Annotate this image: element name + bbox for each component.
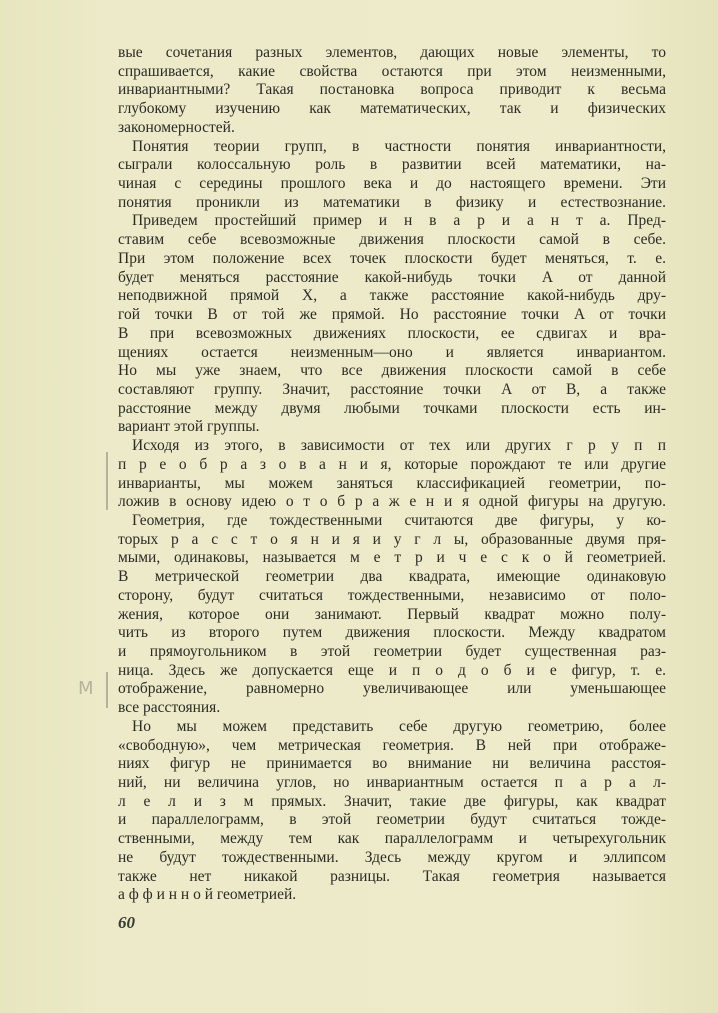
text-line: ставим себе всевозможные движения плоскости самой в себе. bbox=[118, 231, 666, 249]
text-line: ложив в основу идею о т о б р а ж е н и я одной фигуры на другую. bbox=[118, 493, 666, 511]
text-line: будет меняться расстояние какой-нибудь точки A от данной bbox=[118, 268, 666, 286]
text-line: щениях остается неизменным—оно и является инвариантом. bbox=[118, 343, 666, 361]
text-line: вариант этой группы. bbox=[118, 418, 260, 436]
pencil-mark: Μ bbox=[78, 678, 94, 699]
text-line: л е л и з м прямых. Значит, такие две фигуры, как квадрат bbox=[118, 792, 666, 810]
text-line: и параллелограмм, в этой геометрии будут считаться тожде- bbox=[118, 811, 666, 829]
text-line: расстояние между двумя любыми точками плоскости есть ин- bbox=[118, 399, 666, 417]
text-line: B при всевозможных движениях плоскости, ее сдвигах и вра- bbox=[118, 324, 666, 342]
page-number: 60 bbox=[118, 913, 135, 932]
text-line: ница. Здесь же допускается еще и п о д о б и е фигур, т. е. bbox=[118, 661, 666, 679]
text-line: торых р а с с т о я н и я и у г л ы, образованные двумя пря- bbox=[118, 530, 666, 548]
text-line: закономерностей. bbox=[118, 118, 235, 136]
text-line: Исходя из этого, в зависимости от тех или других г р у п п bbox=[132, 437, 666, 455]
text-line: ниях фигур не принимается во внимание ни величина расстоя- bbox=[118, 755, 666, 773]
text-line: неподвижной прямой X, а также расстояние какой-нибудь дру- bbox=[118, 287, 666, 305]
text-line: чить из второго путем движения плоскости. Между квадратом bbox=[118, 624, 666, 642]
text-line: глубокому изучению как математических, так и физических bbox=[118, 100, 666, 118]
text-line: Но мы можем представить себе другую геометрию, более bbox=[132, 717, 666, 735]
text-line: а ф ф и н н о й геометрией. bbox=[118, 886, 297, 904]
text-line: «свободную», чем метрическая геометрия. В ней при отображе- bbox=[118, 736, 666, 754]
text-line: сторону, будут считаться тождественными, независимо от поло- bbox=[118, 586, 666, 604]
text-line: спрашивается, какие свойства остаются при этом неизменными, bbox=[118, 62, 666, 80]
text-line: Но мы уже знаем, что все движения плоскости самой в себе bbox=[118, 362, 666, 380]
text-line: В метрической геометрии два квадрата, имеющие одинаковую bbox=[118, 568, 666, 586]
margin-line-mark bbox=[106, 452, 108, 510]
text-line: гой точки B от той же прямой. Но расстояние точки A от точки bbox=[118, 306, 666, 324]
text-line: Приведем простейший пример и н в а р и а н т а. Пред- bbox=[132, 212, 666, 230]
text-line: инвариантными? Такая постановка вопроса приводит к весьма bbox=[118, 81, 666, 99]
text-line: Понятия теории групп, в частности понятия инвариантности, bbox=[132, 137, 666, 155]
text-line: отображение, равномерно увеличивающее или уменьшающее bbox=[118, 680, 666, 698]
text-line: инварианты, мы можем заняться классификацией геометрии, по- bbox=[118, 474, 666, 492]
text-line: вые сочетания разных элементов, дающих новые элементы, то bbox=[118, 44, 666, 61]
text-line: не будут тождественными. Здесь между кругом и эллипсом bbox=[118, 848, 666, 866]
text-line: Геометрия, где тождественными считаются две фигуры, у ко- bbox=[132, 511, 666, 529]
text-line: жения, которое они занимают. Первый квадрат можно полу- bbox=[118, 605, 666, 623]
text-line: мыми, одинаковы, называется м е т р и ч е с к о й геометрией. bbox=[118, 549, 666, 567]
body-text bbox=[118, 44, 666, 905]
text-line: ний, ни величина углов, но инвариантным остается п а р а л- bbox=[118, 774, 666, 792]
text-line: все расстояния. bbox=[118, 699, 221, 717]
margin-line-mark bbox=[106, 672, 108, 708]
text-line: сыграли колоссальную роль в развитии всей математики, на- bbox=[118, 156, 666, 174]
text-line: чиная с середины прошлого века и до настоящего времени. Эти bbox=[118, 175, 666, 193]
text-line: составляют группу. Значит, расстояние точки A от B, а также bbox=[118, 380, 666, 398]
text-line: п р е о б р а з о в а н и я, которые порождают те или другие bbox=[118, 455, 666, 473]
text-line: и прямоугольником в этой геометрии будет существенная раз- bbox=[118, 643, 666, 660]
text-line: понятия проникли из математики в физику и естествознание. bbox=[118, 193, 666, 211]
text-line: При этом положение всех точек плоскости будет меняться, т. е. bbox=[118, 249, 666, 267]
text-line: ственными, между тем как параллелограмм и четырехугольник bbox=[118, 830, 666, 848]
text-line: также нет никакой разницы. Такая геометрия называется bbox=[118, 867, 666, 885]
